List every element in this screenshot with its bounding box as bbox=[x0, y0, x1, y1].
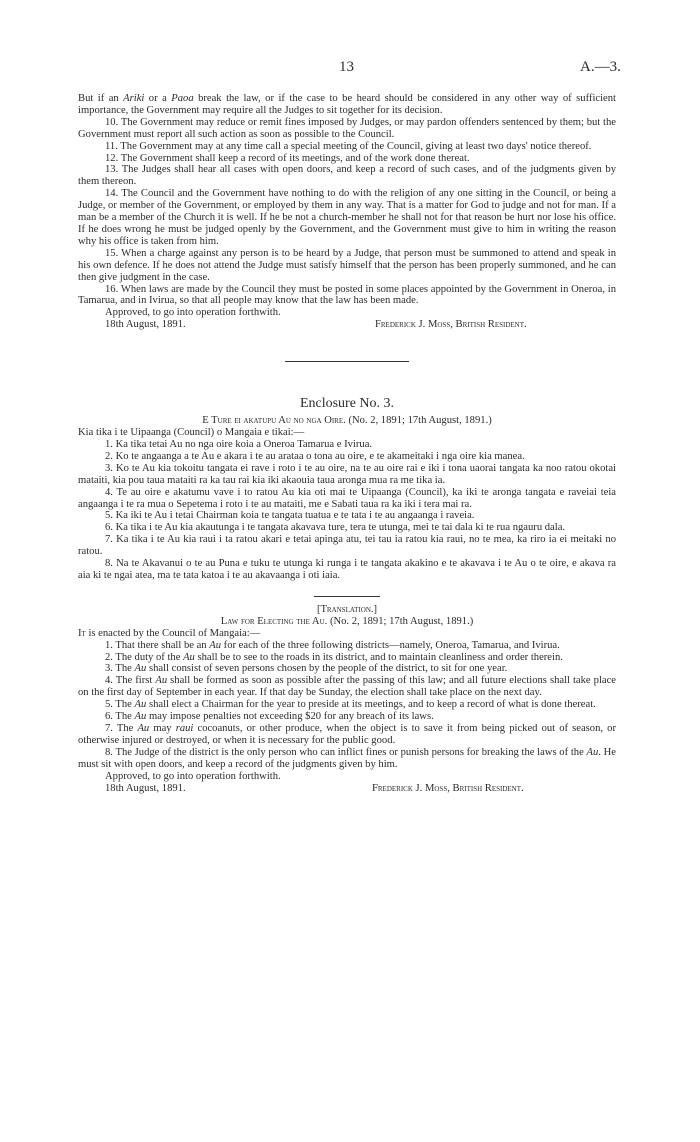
italic-term: Au bbox=[134, 663, 147, 675]
text-segment: 2. The duty of the bbox=[105, 651, 184, 663]
enclosure-subtitle-main: E Ture ei akatupu Au no nga Oire. bbox=[202, 415, 346, 427]
english-clause-2 bbox=[78, 652, 616, 664]
clause-16: 16. When laws are made by the Council they must be posted in some places appointed by the Government in Oneroa, in Tamarua, and in Ivirua, so that all people may know that the law has been made. bbox=[78, 283, 616, 307]
section-divider bbox=[285, 361, 409, 362]
english-clause-3 bbox=[78, 663, 616, 675]
translation-intro bbox=[78, 628, 616, 640]
text-segment: But if an bbox=[78, 93, 124, 104]
text-segment: 4. The first bbox=[105, 675, 156, 687]
body-text bbox=[78, 93, 616, 797]
enclosure-subtitle-date: (No. 2, 1891; 17th August, 1891.) bbox=[348, 415, 492, 427]
italic-term: Au bbox=[209, 639, 222, 651]
text-segment: 7. The bbox=[105, 722, 138, 734]
clause-10: 10. The Government may reduce or remit fines imposed by Judges, or may pardon offenders sentenced by them; but the Government must report all such action as soon as possible to the Council. bbox=[78, 116, 616, 140]
maori-clause-4: 4. Te au oire e akatumu vave i to ratou Au kia oti mai te Uipaanga (Council), ka iki te aronga tangata e raveiai teia angaanga i te ra mua o Sepetema i roto i te au mataiti, me e Sabati taua ra ka iki i tera mai ra. bbox=[78, 486, 616, 510]
text-segment: . He must sit with open doors, and keep a record of the judgments given by him. bbox=[78, 746, 616, 770]
english-clause-6 bbox=[78, 711, 616, 723]
translation-approval-note: Approved, to go into operation forthwith. bbox=[105, 770, 281, 782]
clause-15: 15. When a charge against any person is to be heard by a Judge, that person must be summoned to attend and speak in his own defence. If he does not attend the Judge must satisfy himself that the person has been properly summoned, and he can then give judgment in the case. bbox=[78, 247, 616, 283]
approval-date: 18th August, 1891. bbox=[105, 319, 186, 331]
text-segment: shall consist of seven persons chosen by the people of the district, to sit for one year. bbox=[146, 663, 508, 675]
text-segment: 8. The Judge of the district is the only person who can inflict fines or punish persons for breaking the laws of the bbox=[105, 746, 587, 758]
translation-intro-lead: It bbox=[78, 627, 86, 639]
text-segment: 5. The bbox=[105, 699, 135, 711]
maori-clause-8: 8. Na te Akavanui o te au Puna e tuku te utunga ki runga i te tangata akakino e te akavava i te Au o te oire, e akava ra aia ki te ngai atea, ma te tata katoa i te au akavaanga i oti iaia. bbox=[78, 558, 616, 581]
text-segment: may bbox=[149, 722, 176, 734]
text-segment: 6. The bbox=[105, 711, 135, 723]
signature-block bbox=[78, 319, 616, 331]
translation-signatory: Frederick J. Moss, British Resident. bbox=[372, 782, 524, 794]
translation-signature-block bbox=[78, 783, 616, 795]
text-segment: 1. That there shall be an bbox=[105, 639, 210, 651]
text-segment: break the law, or if the case to be heard should be considered in any other way of sufficient importance, the Government may require all the Judges to sit together for its decision. bbox=[78, 93, 616, 116]
maori-clause-7: 7. Ka tika i te Au kia raui i ta ratou akari e tetai apinga atu, tei tau ia ratou kia raui, no te mea, ka riro ia ei meitaki no ratou. bbox=[78, 534, 616, 558]
translation-intro-rest: is enacted by the Council of Mangaia:— bbox=[85, 627, 261, 639]
maori-intro: Kia tika i te Uipaanga (Council) o Mangaia e tikai:— bbox=[78, 427, 305, 439]
document-reference: A.—3. bbox=[580, 59, 621, 75]
italic-term: Ariki bbox=[123, 93, 145, 104]
text-segment: shall elect a Chairman for the year to preside at its meetings, and to keep a record of what is done thereat. bbox=[146, 699, 596, 711]
clause-11: 11. The Government may at any time call a special meeting of the Council, giving at least two days' notice thereof. bbox=[105, 140, 592, 152]
text-segment: may impose penalties not exceeding $20 for any breach of its laws. bbox=[146, 711, 434, 723]
maori-clause-1: 1. Ka tika tetai Au no nga oire koia a Oneroa Tamarua e Ivirua. bbox=[105, 439, 373, 451]
maori-clause-6: 6. Ka tika i te Au kia akautunga i te tangata akavava ture, tera te utunga, mei te tai dala ki te rua ngauru dala. bbox=[105, 522, 566, 534]
english-clause-5 bbox=[78, 699, 616, 711]
enclosure-subtitle bbox=[78, 415, 616, 427]
translation-subtitle bbox=[78, 616, 616, 628]
page-number: 13 bbox=[339, 59, 354, 75]
italic-term: Au bbox=[134, 699, 147, 711]
text-segment: shall be formed as soon as possible after the passing of this law; and all future elections shall take place on the first day of September in each year. If that day be Sunday, the election shall take place on the next day. bbox=[78, 675, 617, 699]
maori-clause-2: 2. Ko te angaanga a te Au e akara i te au arataa o tona au oire, e te akameitaki i nga oire kia manea. bbox=[105, 450, 525, 462]
signatory: Frederick J. Moss, British Resident. bbox=[375, 319, 527, 331]
english-clause-1 bbox=[78, 640, 616, 652]
enclosure-title: Enclosure No. 3. bbox=[299, 396, 395, 412]
italic-term: Au bbox=[137, 722, 150, 734]
paragraph-continuation bbox=[78, 93, 616, 117]
italic-term: Au bbox=[586, 746, 599, 758]
english-clause-8 bbox=[78, 747, 616, 771]
translation-label: [Translation.] bbox=[316, 603, 378, 615]
clause-13: 13. The Judges shall hear all cases with open doors, and keep a record of such cases, and of the judgments given by them thereon. bbox=[78, 164, 616, 188]
english-clause-7 bbox=[78, 723, 616, 747]
text-segment: 3. The bbox=[105, 663, 135, 675]
maori-clause-3: 3. Ko te Au kia tokoitu tangata ei rave i roto i te au oire, na te au oire rai e iki i tona uaorai tangata ka noo ratou okotai mataiti, kia pou taua mataiti ra ka tau rai kia iki akaouia taua aronga mua ra me tika ia. bbox=[78, 462, 616, 486]
approval-note: Approved, to go into operation forthwith. bbox=[105, 307, 281, 319]
italic-term: Au bbox=[155, 675, 168, 687]
translation-subtitle-date: (No. 2, 1891; 17th August, 1891.) bbox=[329, 615, 474, 627]
clause-12: 12. The Government shall keep a record of its meetings, and of the work done thereat. bbox=[105, 152, 470, 164]
italic-term: raui bbox=[175, 722, 194, 734]
text-segment: shall be to see to the roads in its district, and to maintain cleanliness and order therein. bbox=[194, 651, 563, 663]
clause-14: 14. The Council and the Government have nothing to do with the religion of any one sitting in the Council, or being a Judge, or member of the Government, or employed by them in any way. That is a matter for God to judge and not for man. If a man be a member of the Church it is well. If he be not a church-member he shall not for that reason be hurt nor lose his office. If he does wrong he must be judged openly by the Government, and the Government must give to him in writing the reason why his office is taken from him. bbox=[78, 188, 616, 247]
maori-clause-5: 5. Ka iki te Au i tetai Chairman koia te tangata tuatua e te tata i te au angaanga i raveia. bbox=[105, 510, 475, 522]
translation-subtitle-main: Law for Electing the Au. bbox=[220, 615, 328, 627]
english-clause-4 bbox=[78, 675, 616, 699]
italic-term: Au bbox=[183, 651, 195, 663]
italic-term: Au bbox=[134, 711, 147, 723]
translation-divider bbox=[314, 596, 380, 597]
text-segment: for each of the three following districts—namely, Oneroa, Tamarua, and Ivirua. bbox=[221, 639, 560, 651]
translation-approval-date: 18th August, 1891. bbox=[105, 782, 186, 794]
page-header bbox=[0, 59, 700, 80]
italic-term: Paoa bbox=[171, 93, 194, 104]
text-segment: cocoanuts, or other produce, when the object is to save it from being picked out of season, or otherwise injured or destroyed, or when it is necessary for the public good. bbox=[78, 722, 616, 746]
text-segment: or a bbox=[144, 93, 172, 104]
